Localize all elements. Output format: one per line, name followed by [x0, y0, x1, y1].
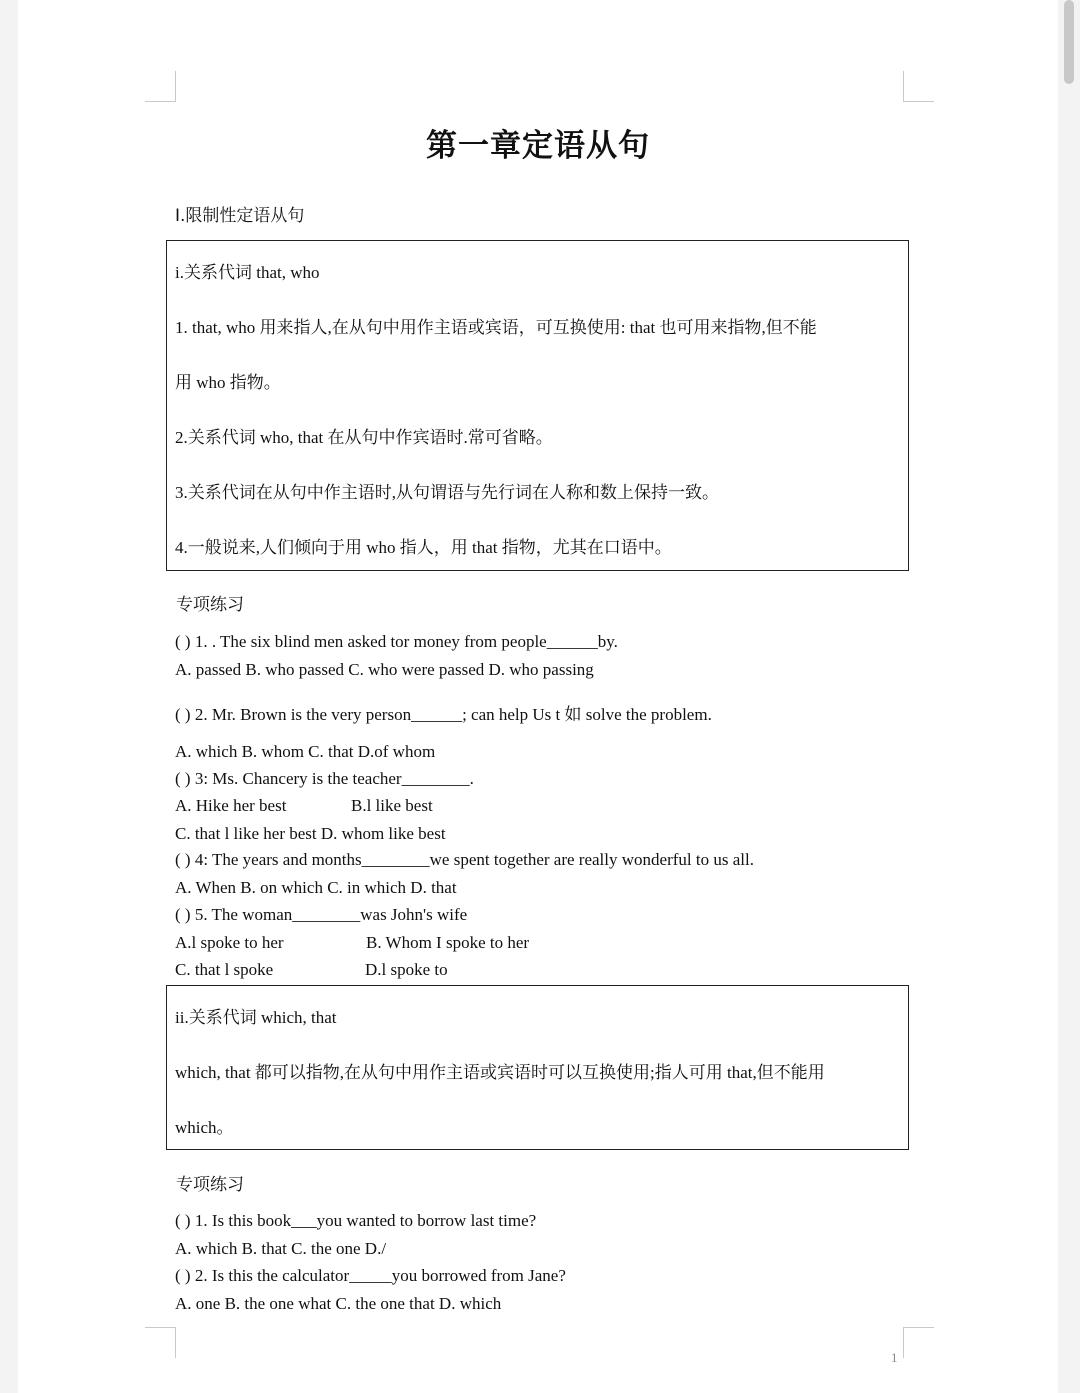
question-3-option-a: A. Hike her best — [175, 796, 287, 815]
question-5-option-b: B. Whom I spoke to her — [366, 933, 530, 952]
box2-rule-1-cont: which。 — [175, 1118, 234, 1137]
box1-rule-3: 3.关系代词在从句中作主语时,从句谓语与先行词在人称和数上保持一致。 — [175, 483, 719, 502]
margin-corner-bottom-left — [145, 1327, 176, 1358]
scrollbar-thumb[interactable] — [1064, 0, 1074, 84]
question-4-options: A. When B. on which C. in which D. that — [175, 878, 457, 897]
practice-heading-2: 专项练习 — [176, 1175, 244, 1195]
question-5-option-d: D.l spoke to — [365, 960, 448, 979]
margin-corner-top-left — [145, 71, 176, 102]
vertical-scrollbar[interactable] — [1058, 0, 1080, 1393]
question-1: ( ) 1. . The six blind men asked tor money from people______by. — [175, 632, 618, 651]
box2-heading: ii.关系代词 which, that — [175, 1008, 337, 1027]
question-4: ( ) 4: The years and months________we spent together are really wonderful to us all. — [175, 850, 754, 869]
box2-rule-1: which, that 都可以指物,在从句中用作主语或宾语时可以互换使用;指人可用 that,但不能用 — [175, 1063, 825, 1082]
question-2-1-options: A. which B. that C. the one D./ — [175, 1239, 387, 1258]
page-number: 1 — [891, 1350, 898, 1365]
question-3: ( ) 3: Ms. Chancery is the teacher________. — [175, 769, 474, 788]
question-3-options-cd: C. that l like her best D. whom like best — [175, 824, 446, 843]
box1-heading: i.关系代词 that, who — [175, 263, 320, 282]
document-page — [18, 0, 1058, 1393]
question-5-option-c: C. that l spoke — [175, 960, 274, 979]
question-5-option-a: A.l spoke to her — [175, 933, 284, 952]
question-3-option-b: B.l like best — [351, 796, 433, 815]
question-2-2-options: A. one B. the one what C. the one that D. which — [175, 1294, 502, 1313]
question-2-2: ( ) 2. Is this the calculator_____you borrowed from Jane? — [175, 1266, 566, 1285]
box1-rule-4: 4.一般说来,人们倾向于用 who 指人，用 that 指物，尤其在口语中。 — [175, 538, 672, 557]
question-2: ( ) 2. Mr. Brown is the very person______; can help Us t 如 solve the problem. — [175, 705, 712, 724]
box1-rule-2: 2.关系代词 who, that 在从句中作宾语时.常可省略。 — [175, 428, 553, 447]
question-2-options: A. which B. whom C. that D.of whom — [175, 742, 436, 761]
box1-rule-1: 1. that, who 用来指人,在从句中用作主语或宾语，可互换使用: that 也可用来指物,但不能 — [175, 318, 817, 337]
practice-heading-1: 专项练习 — [176, 595, 244, 615]
margin-corner-bottom-right — [903, 1327, 934, 1358]
question-5: ( ) 5. The woman________was John's wife — [175, 905, 468, 924]
question-1-options: A. passed B. who passed C. who were passed D. who passing — [175, 660, 594, 679]
note-box-relative-pronouns-that-who — [166, 240, 909, 571]
section-heading: I.限制性定语从句 — [175, 206, 305, 226]
question-2-1: ( ) 1. Is this book___you wanted to borrow last time? — [175, 1211, 537, 1230]
chapter-title: 第一章定语从句 — [426, 128, 650, 164]
box1-rule-1-cont: 用 who 指物。 — [175, 373, 281, 392]
margin-corner-top-right — [903, 71, 934, 102]
